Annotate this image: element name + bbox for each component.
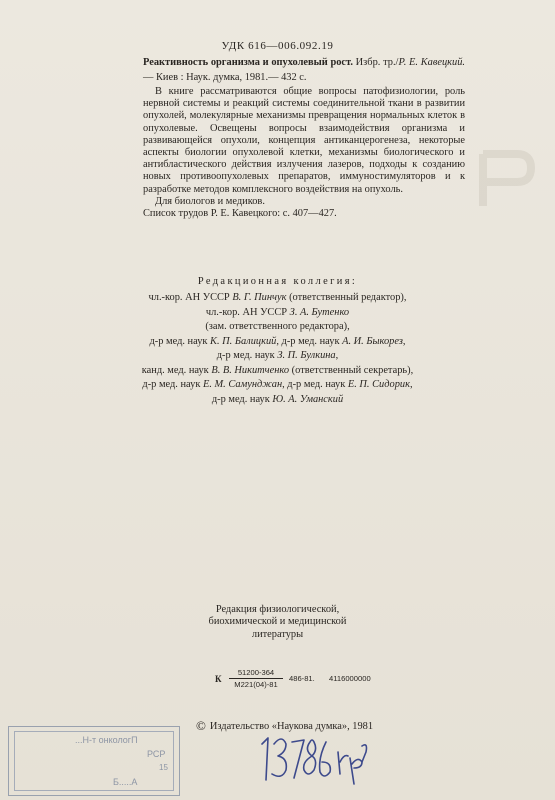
author-name: Р. Е. Кавецкий.: [398, 57, 465, 68]
member-name: З. А. Бутенко: [289, 307, 350, 318]
stamp-text: 15: [159, 763, 168, 772]
edition-line: биохимической и медицинской: [208, 616, 347, 628]
member-name: А. И. Быкорез: [342, 336, 403, 347]
board-member: [0, 379, 555, 390]
member-rank: , д-р мед. наук: [282, 379, 348, 390]
member-name: Е. П. Сидорик: [347, 379, 410, 390]
board-member: [0, 350, 555, 361]
library-stamp: [8, 726, 180, 796]
abstract-paragraph: В книге рассматриваются общие вопросы патофизиологии, роль нервной системы и реакций системы соединительной ткани в развитии опухолей, молекулярные механизмы превращения нормальных клеток в опухолевые. Освещены вопросы взаимодействия организма и развивающейся опухоли, концепция антиканцерогенеза, некоторые аспекты биологии опухолевой клетки, механизмы биологического и антибластического действия излучения лазеров, подходы к созданию новых противоопухолевых препаратов, иммуностимуляторов и к разработке методов комплексного воздействия на опухоль.: [143, 86, 465, 195]
member-name: В. Г. Пинчук: [232, 292, 287, 303]
handwritten-inventory-number: [258, 722, 368, 792]
copyright-text: Издательство «Наукова думка», 1981: [209, 721, 374, 732]
member-rank: д-р мед. наук: [149, 336, 211, 347]
member-rank: д-р мед. наук: [142, 379, 203, 390]
member-name: К. П. Балицкий: [210, 336, 277, 347]
member-rank: чл.-кор. АН УССР: [148, 292, 233, 303]
stamp-text: Б.....А: [113, 777, 138, 787]
bibliography-note: Список трудов Р. Е. Кавецкого: с. 407—427.: [143, 208, 337, 220]
member-role: (зам. ответственного редактора),: [205, 321, 350, 332]
member-name: З. П. Булкина: [277, 350, 336, 361]
audience-note: Для биологов и медиков.: [155, 195, 265, 207]
board-member-role: [0, 321, 555, 332]
separator: ,: [335, 350, 339, 361]
series-note: Избр. тр./: [352, 57, 399, 68]
book-title: Реактивность организма и опухолевый рост.: [143, 57, 353, 68]
stamp-text: ...Н-т онкологП: [75, 735, 138, 745]
code-end: 4116000000: [329, 674, 371, 683]
member-name: Е. М. Самунджан: [202, 379, 283, 390]
member-name: Ю. А. Уманский: [272, 394, 344, 405]
member-rank: д-р мед. наук: [216, 350, 278, 361]
bleed-through-mark: [477, 150, 537, 210]
member-role: (ответственный секретарь),: [289, 365, 414, 376]
board-member: [0, 336, 555, 347]
board-member: [0, 394, 555, 405]
bibliographic-reference: [143, 56, 465, 85]
abstract: [143, 86, 465, 220]
member-role: (ответственный редактор),: [286, 292, 407, 303]
code-denominator: М221(04)-81: [234, 680, 278, 689]
edition-line: литературы: [251, 628, 304, 640]
edition-line: Редакция физиологической,: [215, 604, 340, 615]
board-member: [0, 365, 555, 376]
code-middle: 486-81.: [289, 674, 315, 683]
separator: ,: [409, 379, 413, 390]
member-rank: чл.-кор. АН УССР: [205, 307, 290, 318]
member-rank: канд. мед. наук: [141, 365, 212, 376]
member-rank: , д-р мед. наук: [276, 336, 343, 347]
stamp-text: РСР: [147, 749, 166, 759]
board-member: [0, 292, 555, 303]
copyright-icon: ©: [196, 718, 206, 733]
imprint: — Киев : Наук. думка, 1981.— 432 с.: [143, 71, 307, 83]
member-name: В. В. Никитченко: [211, 365, 290, 376]
board-member: [0, 307, 555, 318]
member-rank: д-р мед. наук: [211, 394, 273, 405]
editorial-board-title: Редакционная коллегия:: [197, 276, 358, 287]
separator: ,: [402, 336, 406, 347]
code-letter: К: [215, 674, 222, 684]
udk-code: УДК 616—006.092.19: [221, 40, 334, 52]
code-numerator: 51200-364: [229, 668, 283, 679]
edition-note: [0, 604, 555, 641]
